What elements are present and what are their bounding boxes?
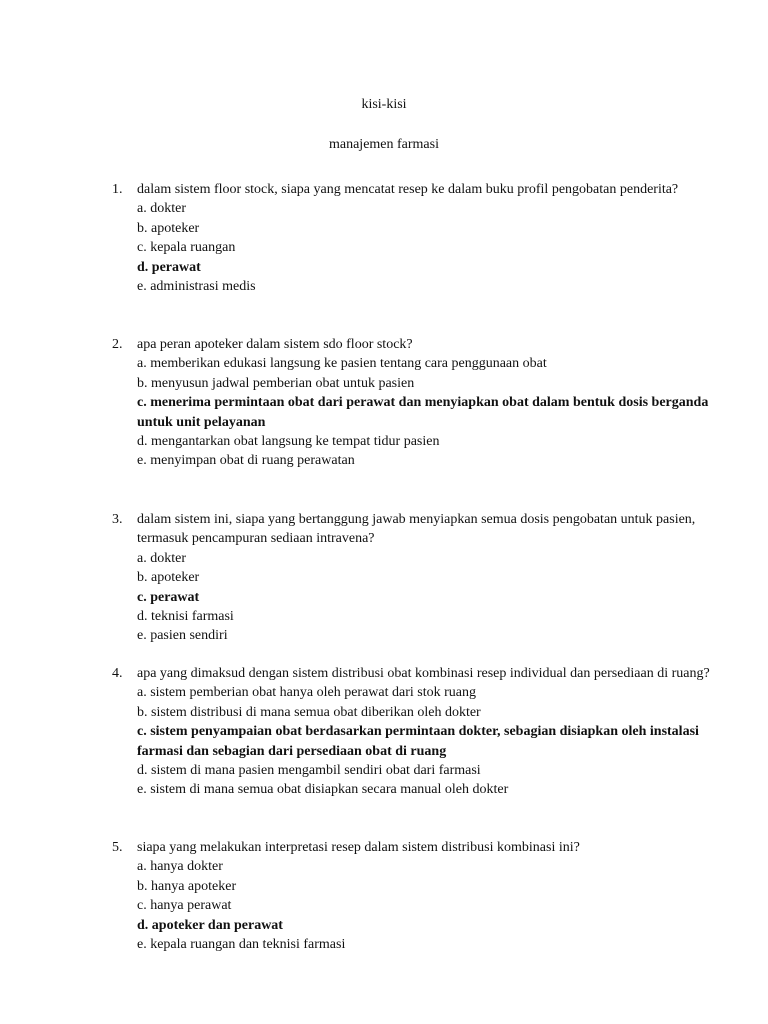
- option-e: e. administrasi medis: [137, 279, 256, 295]
- question-number: 1.: [112, 182, 123, 197]
- question-stem: siapa yang melakukan interpretasi resep dalam sistem distribusi kombinasi ini?: [137, 840, 580, 855]
- option-c: c. kepala ruangan: [137, 240, 236, 256]
- option-e: e. pasien sendiri: [137, 628, 228, 644]
- option-d: d. mengantarkan obat langsung ke tempat tidur pasien: [137, 434, 440, 450]
- question-stem: apa peran apoteker dalam sistem sdo floor stock?: [137, 337, 413, 352]
- option-a: a. dokter: [137, 550, 186, 566]
- question-1: [112, 180, 712, 296]
- question-stem: apa yang dimaksud dengan sistem distribusi obat kombinasi resep individual dan persediaan di ruang?: [137, 666, 710, 681]
- option-d: d. teknisi farmasi: [137, 609, 234, 625]
- option-b: b. apoteker: [137, 220, 200, 236]
- option-a: a. dokter: [137, 201, 186, 217]
- document-subtitle: manajemen farmasi: [328, 137, 439, 152]
- question-number: 5.: [112, 840, 123, 855]
- option-e: e. menyimpan obat di ruang perawatan: [137, 453, 355, 469]
- option-c-correct: c. perawat: [137, 589, 200, 605]
- option-d: d. sistem di mana pasien mengambil sendiri obat dari farmasi: [137, 763, 481, 779]
- option-b: b. hanya apoteker: [137, 878, 237, 894]
- question-4: [112, 664, 712, 800]
- question-number: 4.: [112, 666, 123, 681]
- option-b: b. menyusun jadwal pemberian obat untuk pasien: [137, 375, 415, 391]
- option-d-correct: d. apoteker dan perawat: [137, 917, 283, 933]
- option-a: a. hanya dokter: [137, 859, 223, 875]
- option-b: b. sistem distribusi di mana semua obat diberikan oleh dokter: [137, 704, 481, 720]
- question-stem: dalam sistem ini, siapa yang bertanggung jawab menyiapkan semua dosis pengobatan untuk pasien, termasuk pencampuran sediaan intravena?: [137, 512, 696, 547]
- question-3: [112, 510, 712, 646]
- option-b: b. apoteker: [137, 570, 200, 586]
- option-c: c. hanya perawat: [137, 898, 232, 914]
- question-stem: dalam sistem floor stock, siapa yang mencatat resep ke dalam buku profil pengobatan penderita?: [137, 182, 679, 197]
- option-c-correct: c. menerima permintaan obat dari perawat dan menyiapkan obat dalam bentuk dosis berganda untuk unit pelayanan: [137, 395, 709, 430]
- option-e: e. sistem di mana semua obat disiapkan secara manual oleh dokter: [137, 782, 509, 798]
- option-d-correct: d. perawat: [137, 259, 201, 275]
- option-a: a. sistem pemberian obat hanya oleh perawat dari stok ruang: [137, 685, 476, 701]
- question-2: [112, 335, 712, 471]
- question-5: [112, 838, 712, 954]
- question-number: 2.: [112, 337, 123, 352]
- document-title: kisi-kisi: [361, 97, 407, 112]
- option-e: e. kepala ruangan dan teknisi farmasi: [137, 937, 346, 953]
- question-number: 3.: [112, 512, 123, 527]
- option-c-correct: c. sistem penyampaian obat berdasarkan permintaan dokter, sebagian disiapkan oleh instalasi farmasi dan sebagian dari persediaan obat di ruang: [137, 724, 699, 759]
- option-a: a. memberikan edukasi langsung ke pasien tentang cara penggunaan obat: [137, 356, 547, 372]
